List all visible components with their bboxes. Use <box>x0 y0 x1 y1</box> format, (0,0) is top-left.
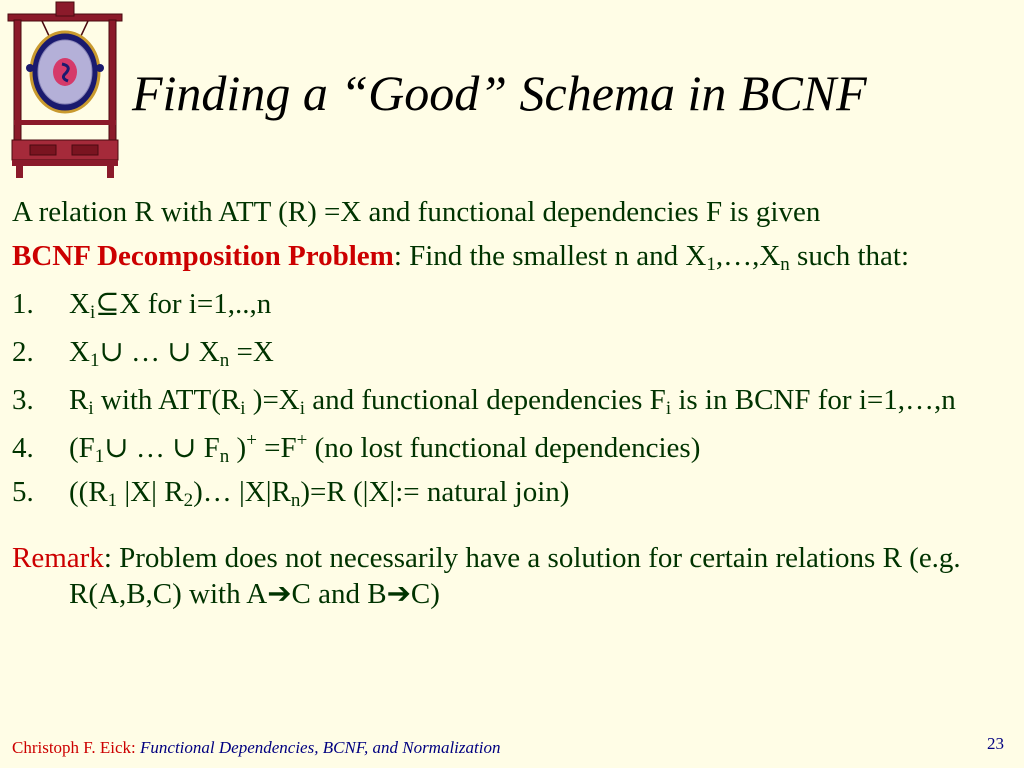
item-text: )=X <box>245 384 300 416</box>
list-item <box>12 334 1012 370</box>
subscript: n <box>780 254 790 275</box>
item-text: (no lost functional dependencies) <box>307 432 701 464</box>
item-number: 1. <box>12 288 34 320</box>
footer-subtitle: Functional Dependencies, BCNF, and Normalization <box>135 738 501 757</box>
page-number: 23 <box>987 734 1004 753</box>
item-text: =X <box>229 336 274 368</box>
condition-list <box>12 286 1012 510</box>
item-text: =F <box>256 432 297 464</box>
item-text: |X| R <box>117 476 184 508</box>
gong-logo-icon <box>2 0 128 180</box>
subscript: n <box>290 490 301 511</box>
item-text: ⊆X for i=1,..,n <box>95 288 272 320</box>
subscript: i <box>299 398 306 419</box>
item-text: )=R (|X|:= natural join) <box>300 476 570 508</box>
list-item <box>12 286 1012 322</box>
remark-text: C) <box>410 578 440 610</box>
remark-text: C and B <box>291 578 387 610</box>
superscript: + <box>246 430 257 451</box>
remark-text: : Problem does not necessarily have a solution for certain relations R (e.g. R(A,B,C) with A <box>69 542 961 610</box>
footer-author: Christoph F. Eick: <box>12 738 136 757</box>
remark-label: Remark <box>12 542 104 574</box>
item-text: is in BCNF for i=1,…,n <box>671 384 956 416</box>
subscript: 1 <box>94 446 105 467</box>
item-number: 4. <box>12 432 34 464</box>
item-number: 3. <box>12 384 34 416</box>
subscript: 1 <box>107 490 118 511</box>
item-number: 2. <box>12 336 34 368</box>
arrow-right-icon: ➔ <box>267 578 292 610</box>
problem-paragraph <box>12 238 1012 274</box>
list-item <box>12 474 1012 510</box>
subscript: i <box>89 302 96 323</box>
problem-label: BCNF Decomposition Problem <box>12 240 394 272</box>
superscript: + <box>296 430 308 451</box>
subscript: i <box>240 398 246 419</box>
problem-text: such that: <box>789 240 909 272</box>
arrow-right-icon: ➔ <box>386 578 411 610</box>
slide-body <box>12 194 1012 612</box>
list-item <box>12 430 1012 466</box>
item-text: with ATT(R <box>93 384 241 416</box>
item-text: and functional dependencies F <box>305 384 666 416</box>
remark-paragraph <box>12 540 1012 612</box>
item-text: )… |X|R <box>193 476 291 508</box>
intro-paragraph: A relation R with ATT (R) =X and functional dependencies F is given <box>12 196 821 228</box>
item-text: ) <box>229 432 247 464</box>
item-text: (F <box>69 432 95 464</box>
subscript: n <box>219 350 230 371</box>
subscript: 1 <box>706 254 716 275</box>
item-text: ((R <box>69 476 108 508</box>
list-item <box>12 382 1012 418</box>
item-text: X <box>69 336 90 368</box>
item-text: R <box>69 384 89 416</box>
subscript: i <box>665 398 672 419</box>
item-text: ∪ … ∪ F <box>104 432 220 464</box>
subscript: i <box>88 398 94 419</box>
problem-text: : Find the smallest n and X <box>393 240 707 272</box>
subscript: 2 <box>183 490 194 511</box>
subscript: 1 <box>89 350 100 371</box>
item-text: ∪ … ∪ X <box>99 336 220 368</box>
problem-text: ,…,X <box>715 240 781 272</box>
slide-title: Finding a “Good” Schema in BCNF <box>132 65 867 121</box>
subscript: n <box>219 446 230 467</box>
slide-footer <box>12 738 500 758</box>
item-text: X <box>69 288 90 320</box>
item-number: 5. <box>12 476 34 508</box>
